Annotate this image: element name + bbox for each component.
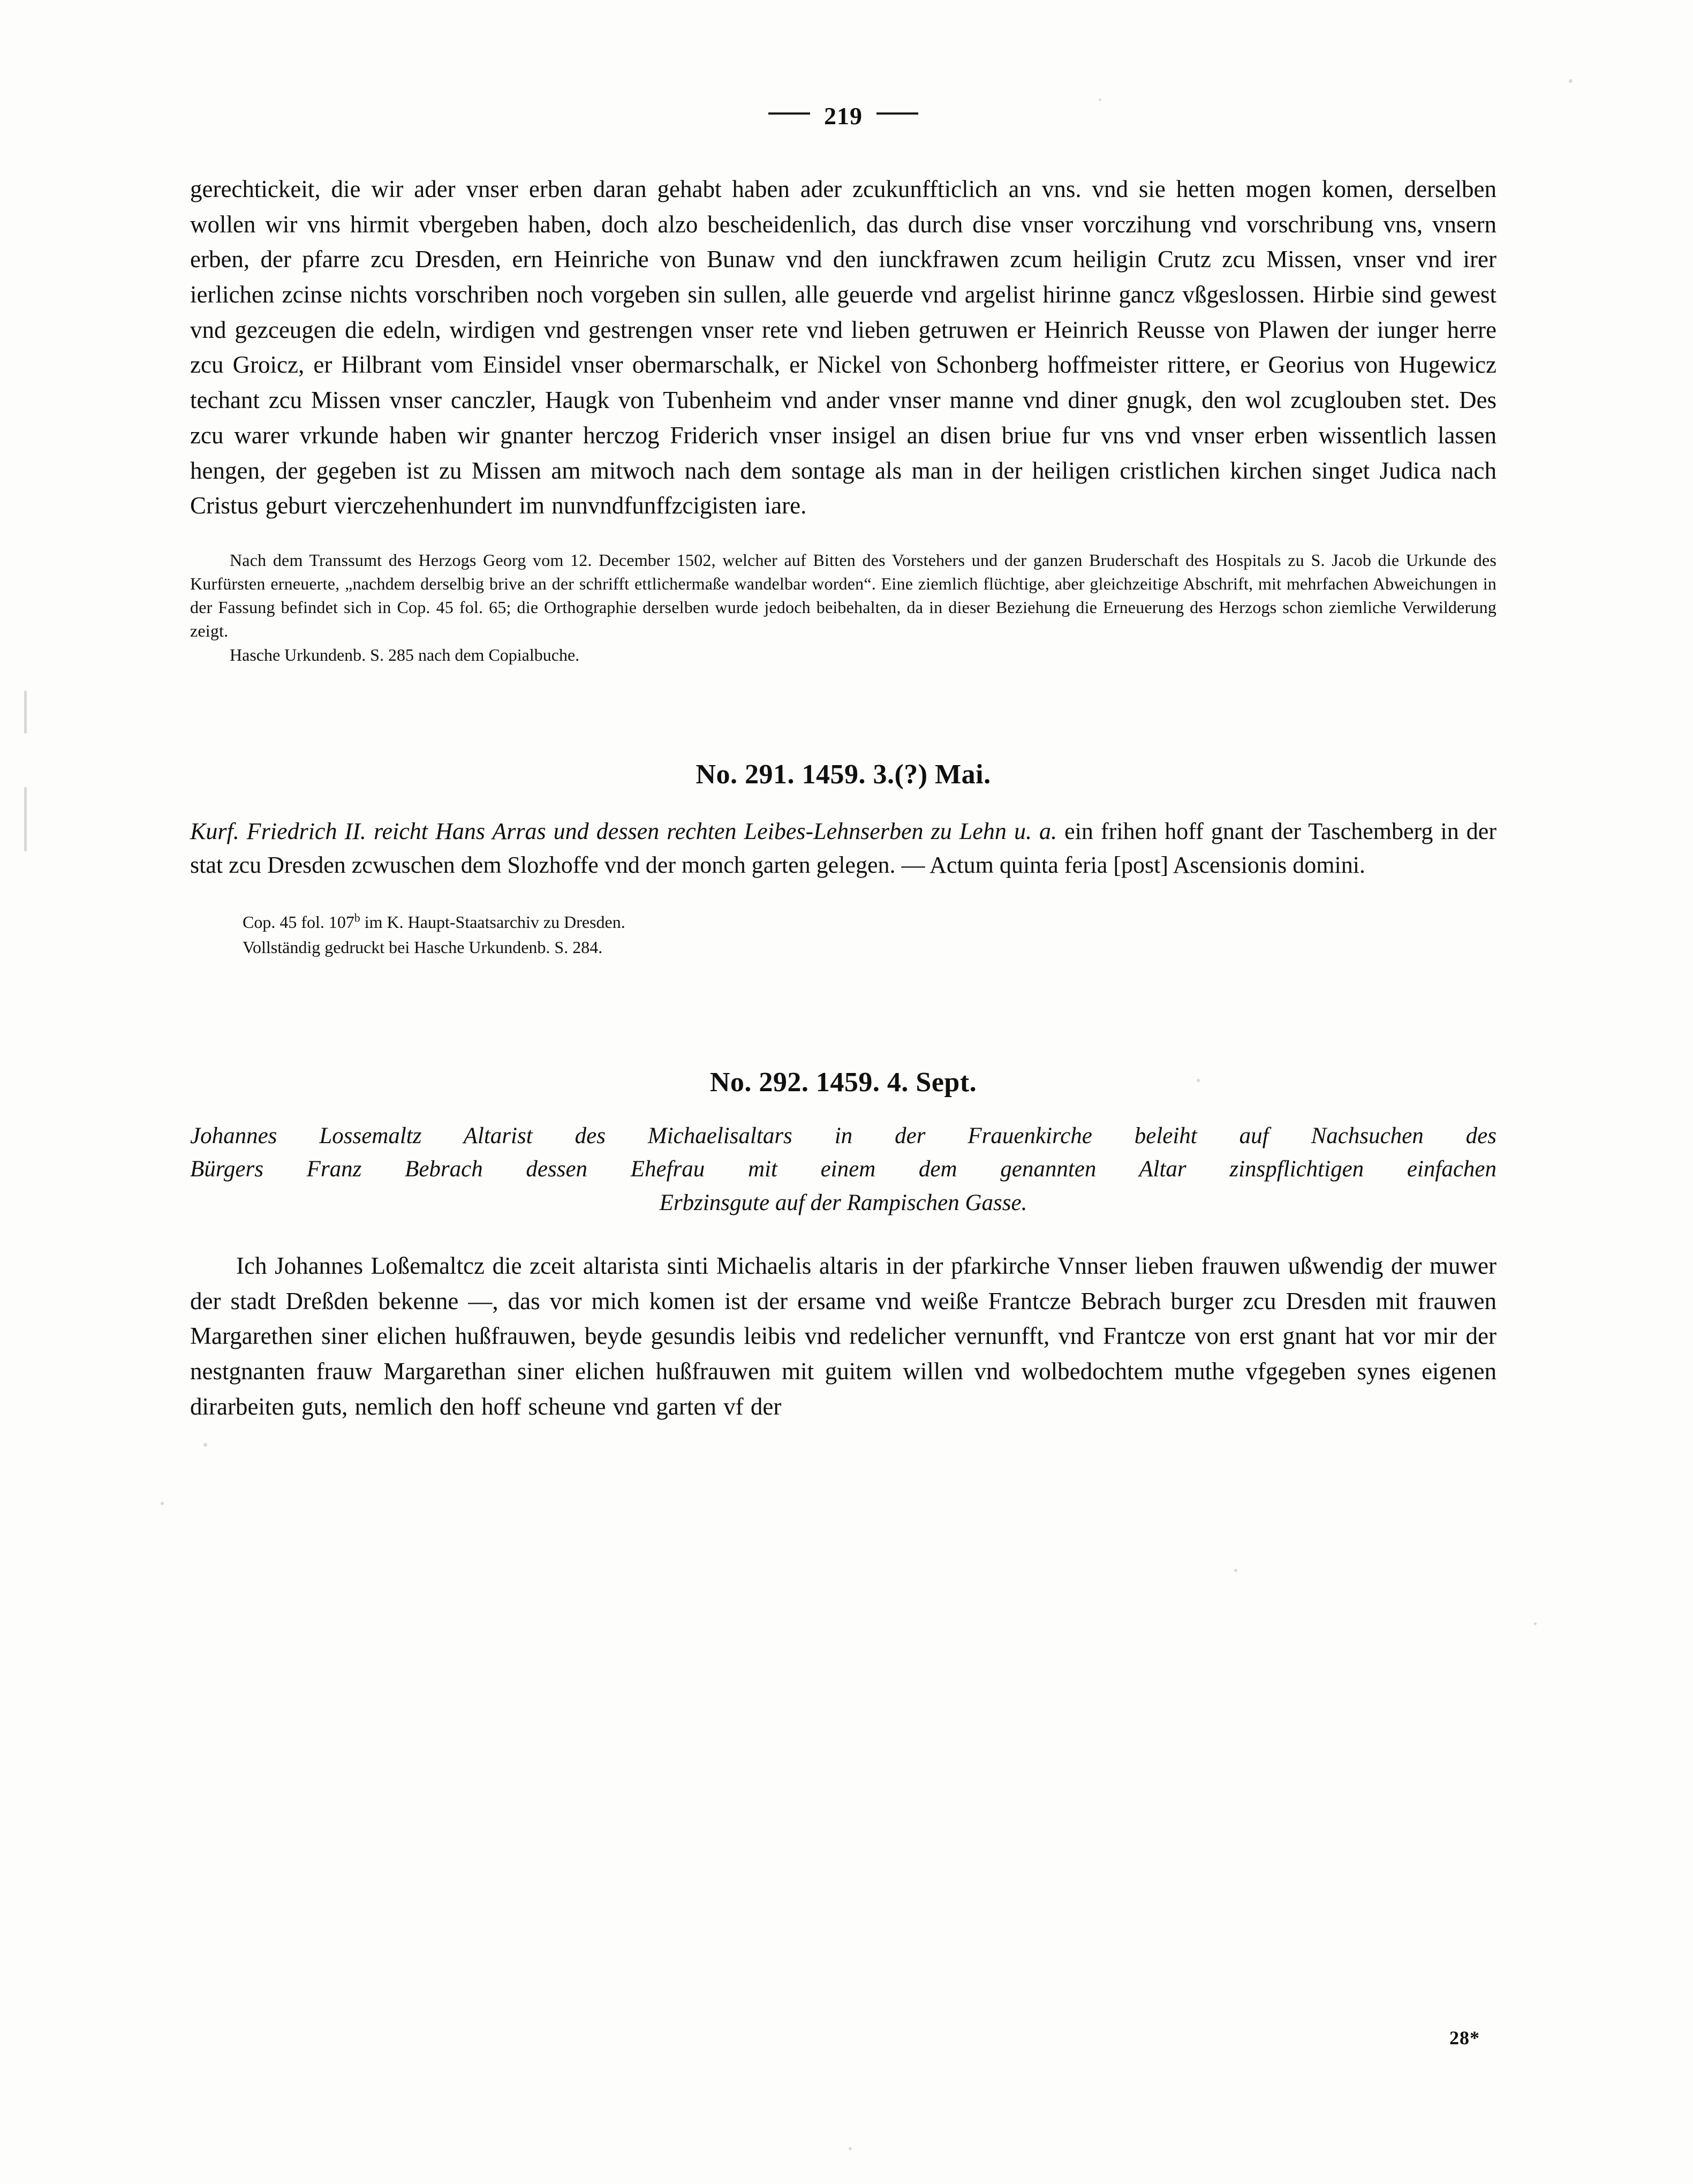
editorial-note-text: Nach dem Transsumt des Herzogs Georg vom 12. December 1502, welcher auf Bitten des Vorstehers und der ganzen Bruderschaft des Hospitals zu S. Jacob die Urkunde des Kurfürsten erneuerte, „nachdem derselbig brive an der schrifft ettlichermaße wandelbar worden“. Eine ziemlich flüchtige, aber gleichzeitige Abschrift, mit mehrfachen Abweichungen in der Fassung befindet sich in Cop. 45 fol. 65; die Orthographie derselben wurde jedoch beibehalten, da in dieser Beziehung die Erneuerung des Herzogs schon ziemliche Verwilderung zeigt.	[190, 550, 1497, 641]
source-archive-post: im K. Haupt-Staatsarchiv zu Dresden.	[360, 912, 625, 932]
document-291-heading: No. 291. 1459. 3.(?) Mai.	[696, 759, 991, 790]
document-291-source-line-2: Vollständig gedruckt bei Hasche Urkundenb. S. 284.	[243, 937, 603, 957]
document-292-regest-line-1: Johannes Lossemaltz Altarist des Michaelisaltars in der Frauenkirche beleiht auf Nachsuchen des	[190, 1123, 1497, 1149]
editorial-note-reference: Hasche Urkundenb. S. 285 nach dem Copialbuche.	[230, 645, 580, 664]
scan-speck	[1099, 99, 1101, 101]
document-292-regest-line-2: Bürgers Franz Bebrach dessen Ehefrau mit einem dem genannten Altar zinspflichtigen einfachen	[190, 1157, 1497, 1182]
editorial-note-block	[190, 548, 1497, 667]
scan-speck	[24, 691, 27, 734]
document-291-heading-wrap	[190, 759, 1497, 790]
scan-speck	[1569, 79, 1573, 83]
spacer	[190, 1220, 1497, 1249]
scan-speck	[1534, 1622, 1537, 1625]
scan-speck	[849, 2147, 852, 2150]
document-292-heading-wrap	[190, 1067, 1497, 1098]
document-291-regest-italic: Kurf. Friedrich II. reicht Hans Arras und dessen rechten Leibes-Lehnserben zu Lehn u. a.	[190, 818, 1057, 845]
document-291-regest	[190, 815, 1497, 882]
scan-speck	[161, 1502, 164, 1505]
source-archive-pre: Cop. 45 fol. 107	[243, 912, 354, 932]
page-header	[190, 102, 1497, 130]
document-291-regest-rest: ein frihen hoff gnant der Taschemberg in der stat zcu Dresden zcwuschen dem Slozhoffe vnd der monch garten gelegen. — Actum quinta feria [post] Ascensionis domini.	[190, 818, 1497, 878]
page-content	[190, 102, 1497, 1442]
document-292-regest-line-3: Erbzinsgute auf der Rampischen Gasse.	[659, 1190, 1027, 1215]
charter-continuation-text: gerechtickeit, die wir ader vnser erben daran gehabt haben ader zcukunffticlich an vns. vnd sie hetten mogen komen, derselben wollen wir vns hirmit vbergeben haben, doch alzo bescheidenlich, das durch dise vnser vorczihung vnd vorschribung vns, vnsern erben, der pfarre zcu Dresden, ern Heinriche von Bunaw vnd den iunckfrawen zcum heiligin Crutz zcu Missen, vnser vnd irer ierlichen zcinse nichts vorschriben noch vorgeben sin sullen, alle geuerde vnd argelist hirinne gancz vßgeslossen. Hirbie sind gewest vnd gezceugen die edeln, wirdigen vnd gestrengen vnser rete vnd lieben getruwen er Heinrich Reusse von Plawen der iunger herre zcu Groicz, er Hilbrant vom Einsidel vnser obermarschalk, er Nickel von Schonberg hoffmeister rittere, er Georius von Hugewicz techant zcu Missen vnser canczler, Haugk von Tubenheim vnd ander vnser manne vnd diner gnugk, den wol zcuglouben stet. Des zcu warer vrkunde haben wir gnanter herczog Friderich vnser insigel an disen briue fur vns vnd vnser erben wissentlich lassen hengen, der gegeben ist zu Missen am mitwoch nach dem sontage als man in der heiligen cristlichen kirchen singet Judica nach Cristus geburt vierczehenhundert im nunvndfunffzcigisten iare.	[190, 176, 1497, 519]
document-292-body-text: Ich Johannes Loßemaltcz die zceit altarista sinti Michaelis altaris in der pfarkirche Vnnser lieben frauwen ußwendig der muwer der stadt Dreßden bekenne —, das vor mich komen ist der ersame vnd weiße Frantcze Bebrach burger zcu Dresden mit frauwen Margarethen siner elichen hußfrauwen, beyde gesundis leibis vnd redelicher vernunfft, vnd Frantcze von erst gnant hat vor mir der nestgnanten frauw Margarethan siner elichen hußfrauwen mit guitem willen vnd wolbedochtem muthe vfgegeben synes eigenen dirarbeiten guts, nemlich den hoff scheune vnd garten vf der	[190, 1252, 1497, 1420]
scan-speck	[203, 1443, 207, 1447]
source-folio-superscript: b	[354, 911, 360, 925]
document-291-source-block	[190, 910, 1497, 959]
rule-right-icon	[876, 112, 918, 115]
scan-speck	[1234, 1569, 1237, 1572]
document-292-heading: No. 292. 1459. 4. Sept.	[709, 1067, 977, 1098]
sheet-signature-mark: 28*	[1449, 2027, 1480, 2049]
document-292-regest	[190, 1120, 1497, 1220]
rule-left-icon	[768, 112, 810, 115]
document-291-source-line-1	[190, 910, 1497, 934]
scan-speck	[24, 787, 27, 851]
page-number: 219	[824, 102, 863, 130]
